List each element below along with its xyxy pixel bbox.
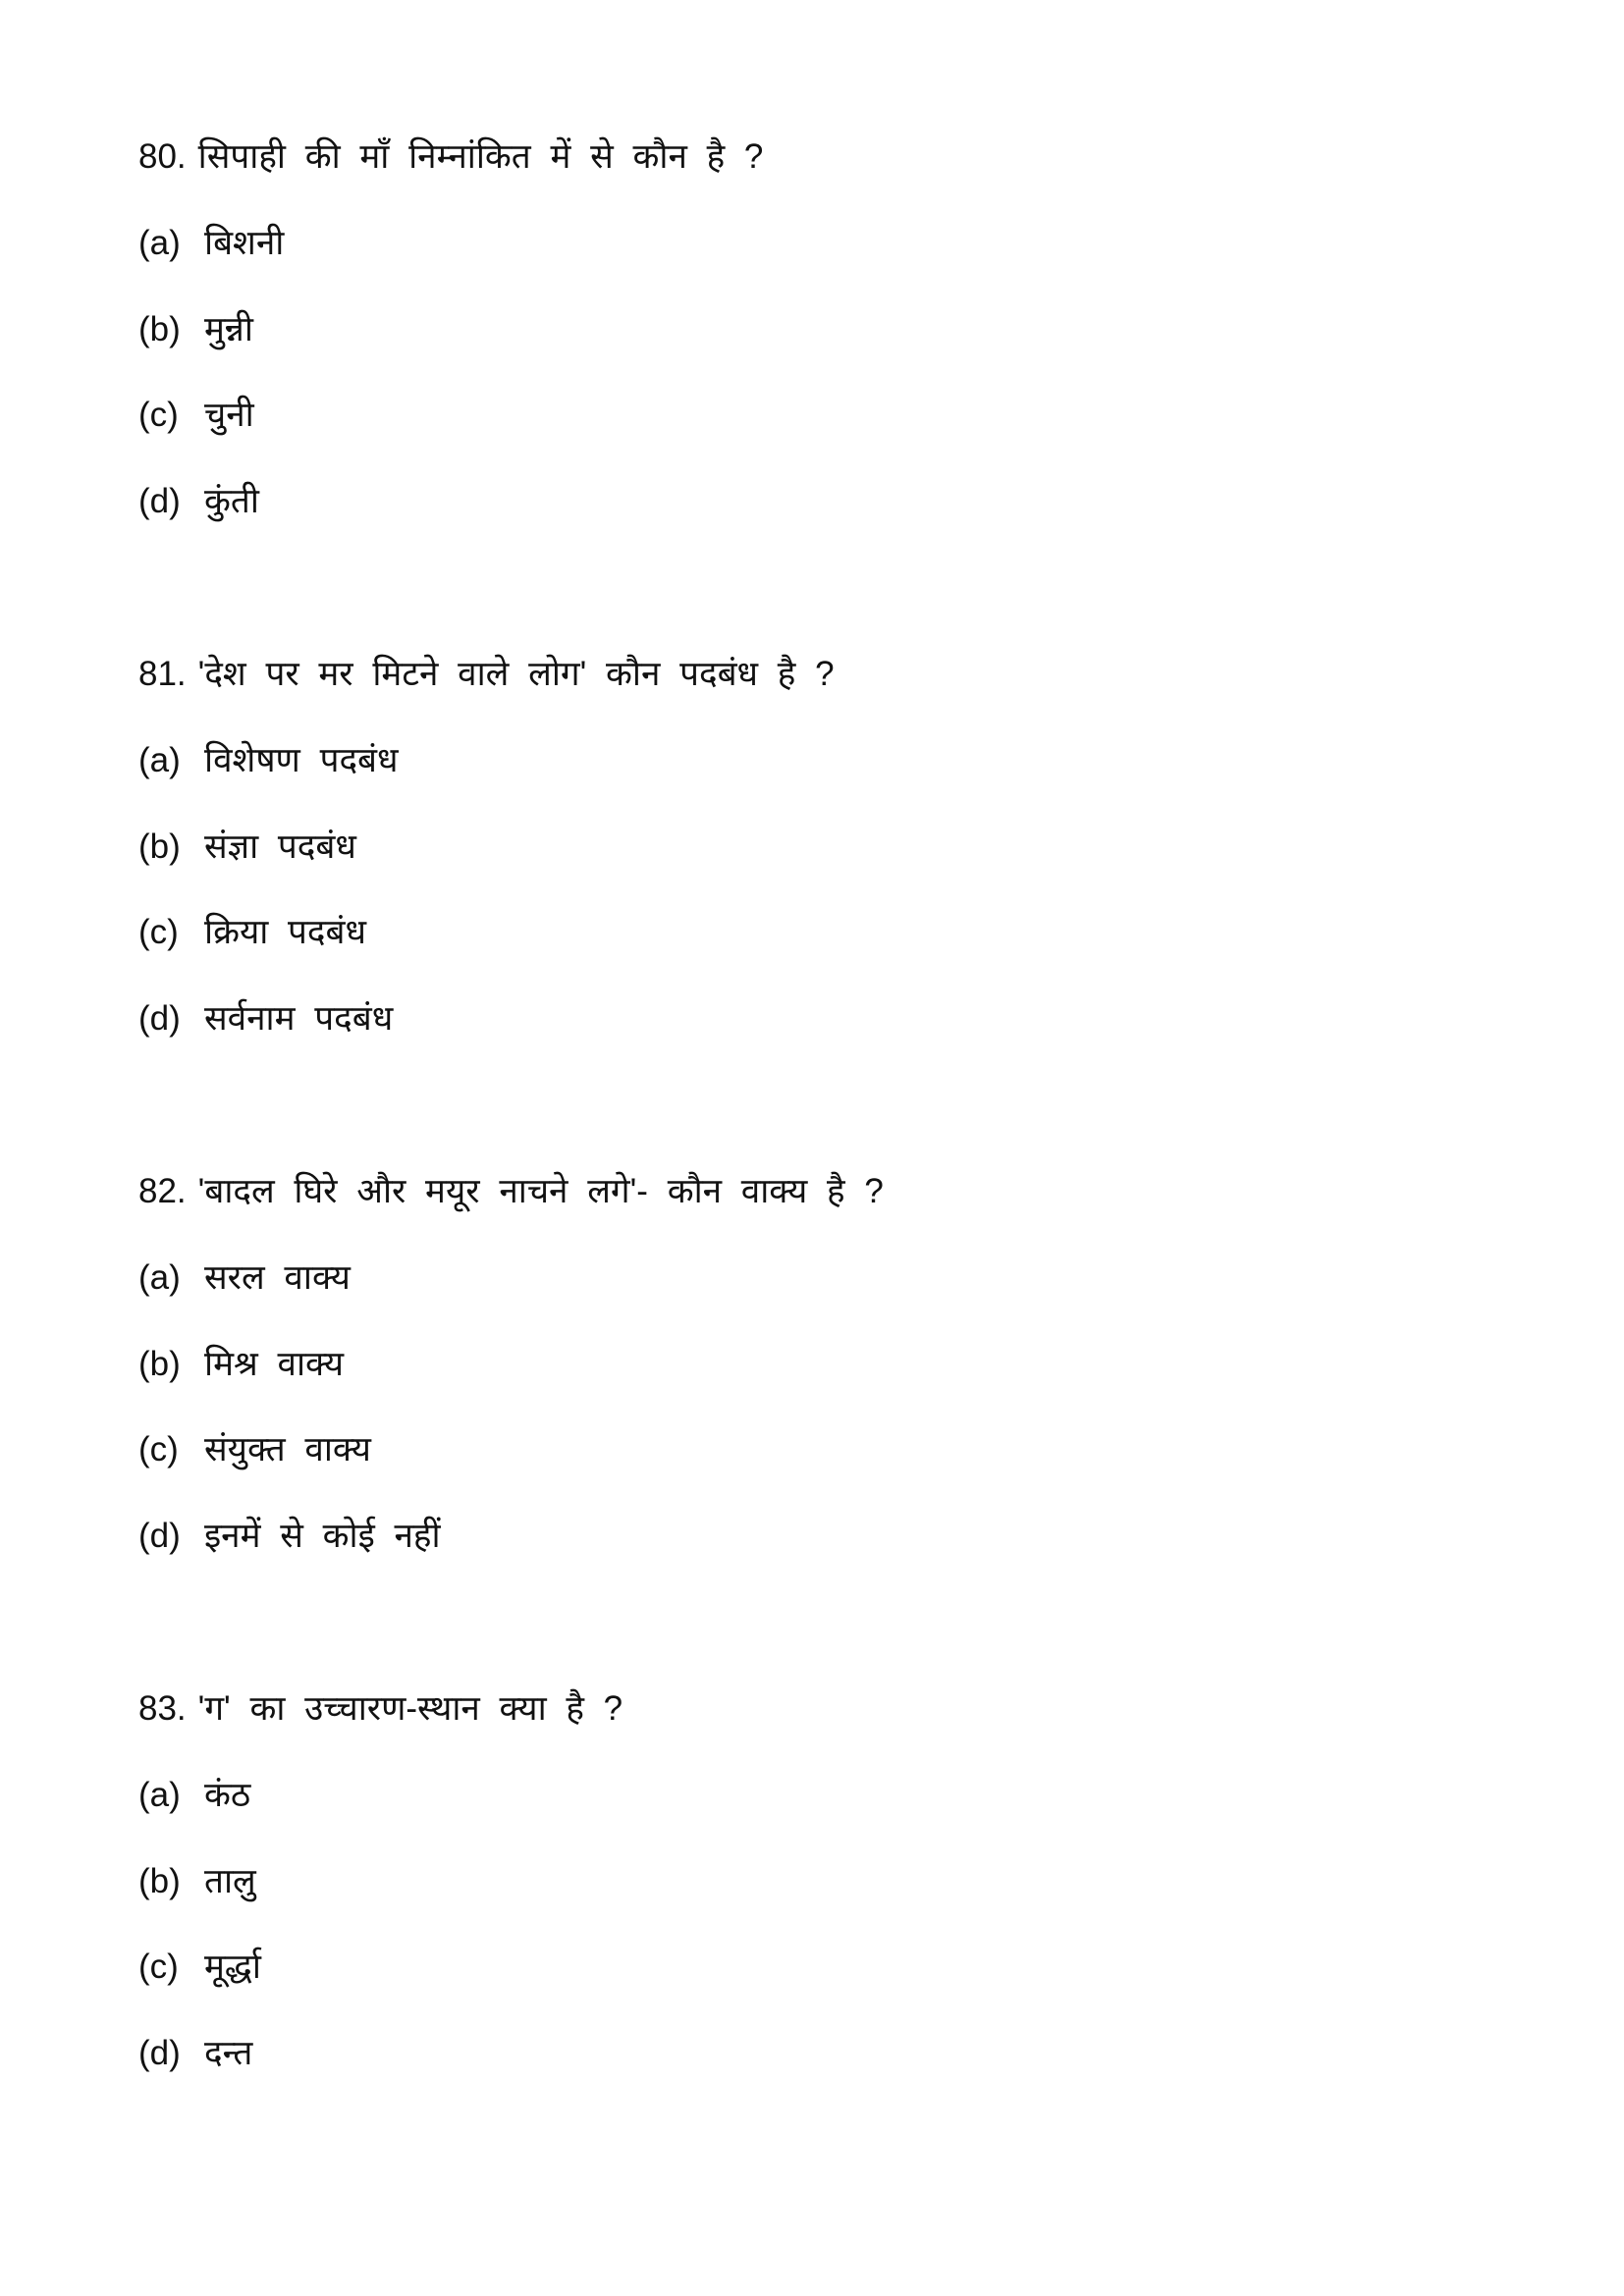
option-text: सर्वनाम पदबंध (204, 999, 394, 1039)
option-text: मिश्र वाक्य (204, 1344, 345, 1383)
option-d (138, 458, 1513, 545)
option-a (138, 200, 1513, 287)
question-number: 83. (138, 1689, 187, 1728)
question-text: 'देश पर मर मिटने वाले लोग' कौन पदबंध है ? (197, 655, 835, 693)
option-label: (b) (138, 309, 181, 348)
option-d (138, 976, 1513, 1062)
option-text: दन्त (204, 2034, 253, 2073)
option-label: (a) (138, 1775, 181, 1814)
option-label: (d) (138, 999, 181, 1039)
question-stem (138, 631, 1513, 718)
option-label: (b) (138, 827, 181, 866)
option-label: (d) (138, 482, 181, 521)
option-d (138, 2010, 1513, 2097)
option-label: (c) (138, 1948, 179, 1987)
question-number: 80. (138, 137, 187, 176)
option-text: मूर्द्धा (204, 1948, 261, 1987)
question-stem (138, 1666, 1513, 1752)
question-text: 'ग' का उच्चारण-स्थान क्या है ? (197, 1689, 623, 1728)
option-b (138, 287, 1513, 373)
option-label: (c) (138, 913, 179, 952)
question-number: 81. (138, 655, 187, 693)
option-text: विशेषण पदबंध (204, 740, 399, 779)
option-c (138, 889, 1513, 976)
option-text: कंठ (204, 1775, 251, 1814)
option-a (138, 1235, 1513, 1321)
option-text: तालु (204, 1861, 256, 1900)
question-stem (138, 1148, 1513, 1235)
option-text: कुंती (204, 482, 259, 521)
question-text: सिपाही की माँ निम्नांकित में से कौन है ? (197, 137, 764, 176)
option-b (138, 1321, 1513, 1408)
option-label: (a) (138, 223, 181, 262)
option-b (138, 1839, 1513, 1925)
option-text: क्रिया पदबंध (204, 913, 367, 952)
question-number: 82. (138, 1172, 187, 1210)
option-text: इनमें से कोई नहीं (204, 1517, 441, 1556)
option-text: सरल वाक्य (204, 1257, 351, 1297)
option-a (138, 718, 1513, 804)
option-c (138, 372, 1513, 458)
question-83 (138, 1666, 1513, 2183)
option-text: चुनी (204, 396, 254, 435)
option-label: (d) (138, 1517, 181, 1556)
option-text: संज्ञा पदबंध (204, 827, 356, 866)
option-label: (b) (138, 1861, 181, 1900)
question-80 (138, 114, 1513, 631)
option-label: (c) (138, 1430, 179, 1469)
question-82 (138, 1148, 1513, 1666)
option-text: मुन्नी (204, 309, 253, 348)
option-label: (b) (138, 1344, 181, 1383)
question-page (138, 114, 1513, 2183)
option-a (138, 1752, 1513, 1839)
option-label: (a) (138, 740, 181, 779)
option-label: (d) (138, 2034, 181, 2073)
option-text: संयुक्त वाक्य (204, 1430, 371, 1469)
option-d (138, 1493, 1513, 1579)
question-stem (138, 114, 1513, 200)
option-text: बिशनी (204, 223, 285, 262)
question-81 (138, 631, 1513, 1148)
option-label: (c) (138, 396, 179, 435)
option-b (138, 804, 1513, 890)
question-text: 'बादल घिरे और मयूर नाचने लगे'- कौन वाक्य है ? (197, 1172, 884, 1210)
option-c (138, 1407, 1513, 1493)
option-label: (a) (138, 1257, 181, 1297)
option-c (138, 1924, 1513, 2010)
